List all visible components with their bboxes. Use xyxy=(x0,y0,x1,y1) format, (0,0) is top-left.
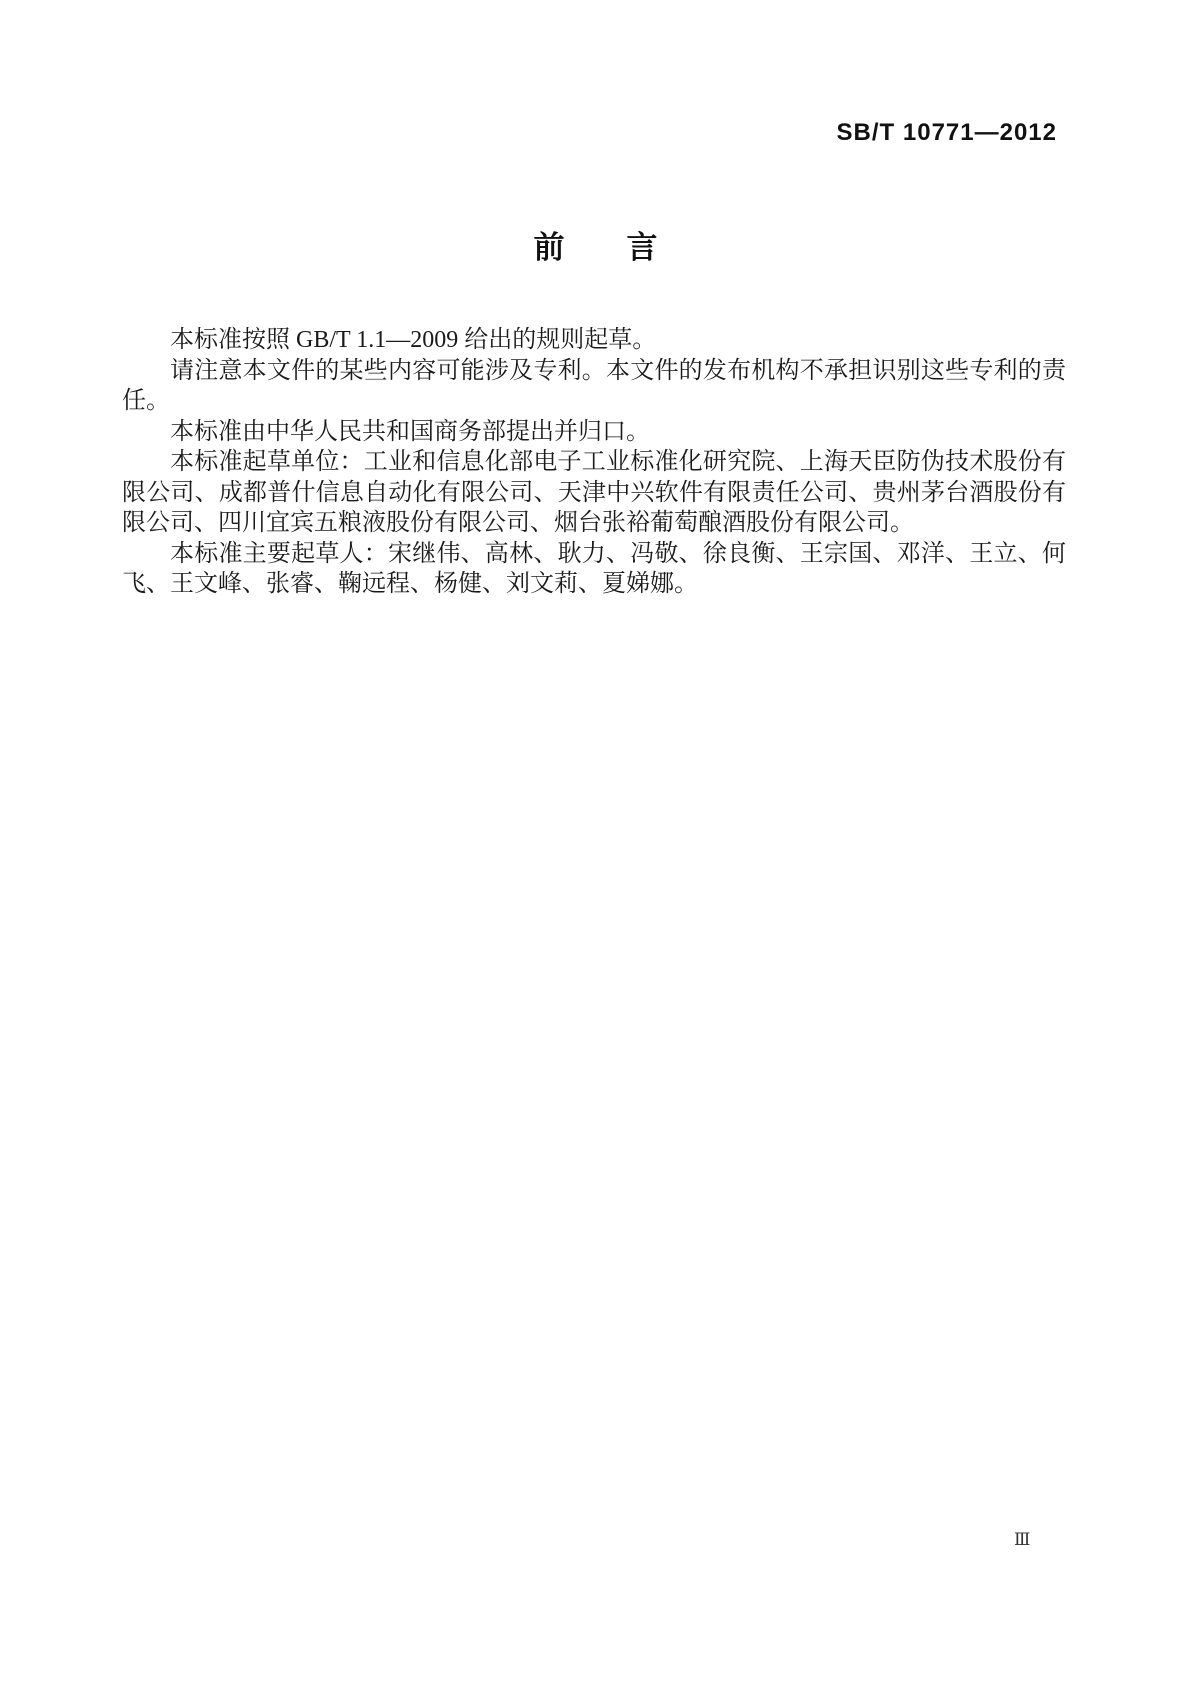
standard-code-header: SB/T 10771—2012 xyxy=(836,119,1057,146)
foreword-title: 前 言 xyxy=(533,230,658,265)
foreword-body xyxy=(122,325,1066,600)
paragraph-drafters: 本标准主要起草人：宋继伟、高林、耿力、冯敬、徐良衡、王宗国、邓洋、王立、何飞、王文峰、张睿、鞠远程、杨健、刘文莉、夏娣娜。 xyxy=(122,540,1066,597)
paragraph-proposing-body: 本标准由中华人民共和国商务部提出并归口。 xyxy=(170,418,650,445)
paragraph-drafting-rule: 本标准按照 GB/T 1.1—2009 给出的规则起草。 xyxy=(170,327,657,353)
paragraph-patent-notice: 请注意本文件的某些内容可能涉及专利。本文件的发布机构不承担识别这些专利的责任。 xyxy=(122,357,1066,414)
page-number: Ⅲ xyxy=(1014,1530,1031,1549)
paragraph-drafting-organizations: 本标准起草单位：工业和信息化部电子工业标准化研究院、上海天臣防伪技术股份有限公司、成都普什信息自动化有限公司、天津中兴软件有限责任公司、贵州茅台酒股份有限公司、四川宜宾五粮液股份有限公司、烟台张裕葡萄酿酒股份有限公司。 xyxy=(122,449,1066,536)
